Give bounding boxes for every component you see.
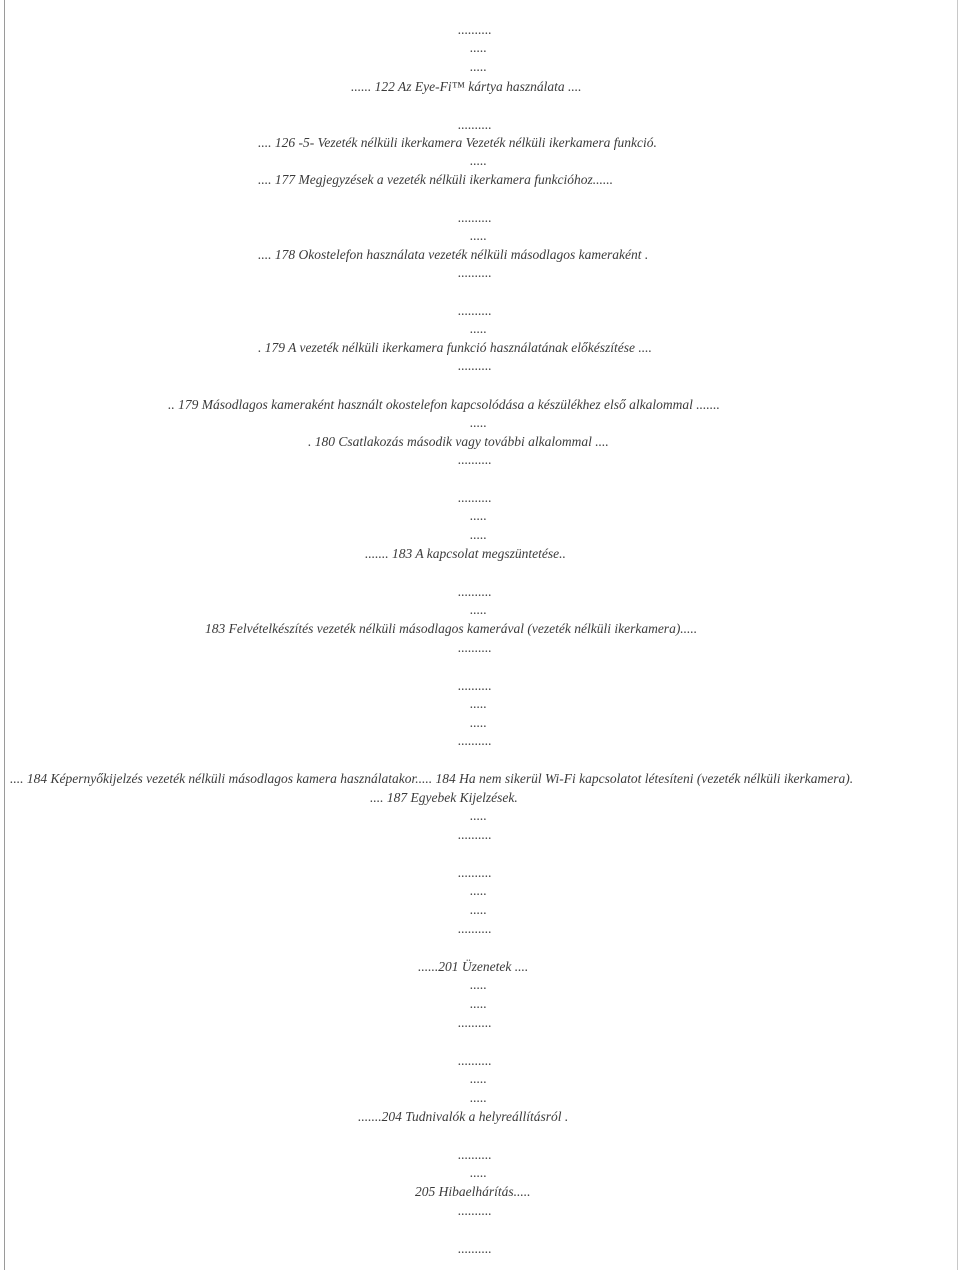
toc-entry: 205 Hibaelhárítás..... (415, 1184, 531, 1199)
toc-line: ..... (470, 1165, 487, 1180)
toc-line: ..... (470, 1090, 487, 1105)
toc-line: .......... (458, 827, 492, 842)
page-right-border (957, 0, 958, 1270)
toc-line: ..... (470, 977, 487, 992)
toc-entry: ....... 183 A kapcsolat megszüntetése.. (365, 546, 566, 561)
toc-line: ..... (470, 415, 487, 430)
toc-line: ..... (470, 228, 487, 243)
toc-line: .......... (458, 921, 492, 936)
toc-line: .......... (458, 303, 492, 318)
toc-line: ..... (470, 59, 487, 74)
toc-line: ..... (470, 527, 487, 542)
toc-entry: ...... 122 Az Eye-Fi™ kártya használata .... (351, 79, 582, 94)
toc-line: .......... (458, 22, 492, 37)
toc-entry: .... 187 Egyebek Kijelzések. (370, 790, 518, 805)
toc-line: ..... (470, 40, 487, 55)
toc-line: .......... (458, 452, 492, 467)
toc-line: .......... (458, 584, 492, 599)
toc-entry: .......204 Tudnivalók a helyreállításról . (358, 1109, 569, 1124)
toc-line: ..... (470, 883, 487, 898)
toc-line: .......... (458, 117, 492, 132)
toc-line: .......... (458, 265, 492, 280)
toc-line: .......... (458, 1015, 492, 1030)
toc-line: .......... (458, 1203, 492, 1218)
toc-entry: .... 184 Képernyőkijelzés vezeték nélküli másodlagos kamera használatakor..... 184 Ha nem sikerül Wi-Fi kapcsolatot létesíteni (vezeték nélküli ikerkamera). (10, 771, 854, 786)
toc-entry: .. 179 Másodlagos kameraként használt okostelefon kapcsolódása a készülékhez első alkalommal ....... (168, 397, 720, 412)
toc-entry: .... 178 Okostelefon használata vezeték nélküli másodlagos kameraként . (258, 247, 649, 262)
toc-line: ..... (470, 715, 487, 730)
toc-line: ..... (470, 808, 487, 823)
toc-line: ..... (470, 508, 487, 523)
toc-line: ..... (470, 696, 487, 711)
toc-entry: .... 177 Megjegyzések a vezeték nélküli ikerkamera funkcióhoz...... (258, 172, 613, 187)
toc-line: .......... (458, 490, 492, 505)
toc-entry: .... 126 -5- Vezeték nélküli ikerkamera Vezeték nélküli ikerkamera funkció. (258, 135, 657, 150)
toc-line: .......... (458, 678, 492, 693)
toc-entry: ......201 Üzenetek .... (418, 959, 529, 974)
toc-entry: . 179 A vezeték nélküli ikerkamera funkció használatának előkészítése .... (258, 340, 652, 355)
toc-entry: 183 Felvételkészítés vezeték nélküli másodlagos kamerával (vezeték nélküli ikerkamera)..... (205, 621, 698, 636)
toc-line: .......... (458, 640, 492, 655)
toc-line: ..... (470, 602, 487, 617)
toc-line: .......... (458, 733, 492, 748)
toc-entry: . 180 Csatlakozás második vagy további alkalommal .... (308, 434, 609, 449)
toc-line: .......... (458, 210, 492, 225)
toc-line: .......... (458, 1053, 492, 1068)
toc-line: ..... (470, 153, 487, 168)
toc-line: .......... (458, 865, 492, 880)
toc-line: ..... (470, 321, 487, 336)
toc-line: ..... (470, 1071, 487, 1086)
toc-line: ..... (470, 996, 487, 1011)
toc-line: .......... (458, 358, 492, 373)
toc-line: .......... (458, 1147, 492, 1162)
page-left-border (4, 0, 5, 1270)
toc-line: ..... (470, 902, 487, 917)
toc-line: .......... (458, 1241, 492, 1256)
